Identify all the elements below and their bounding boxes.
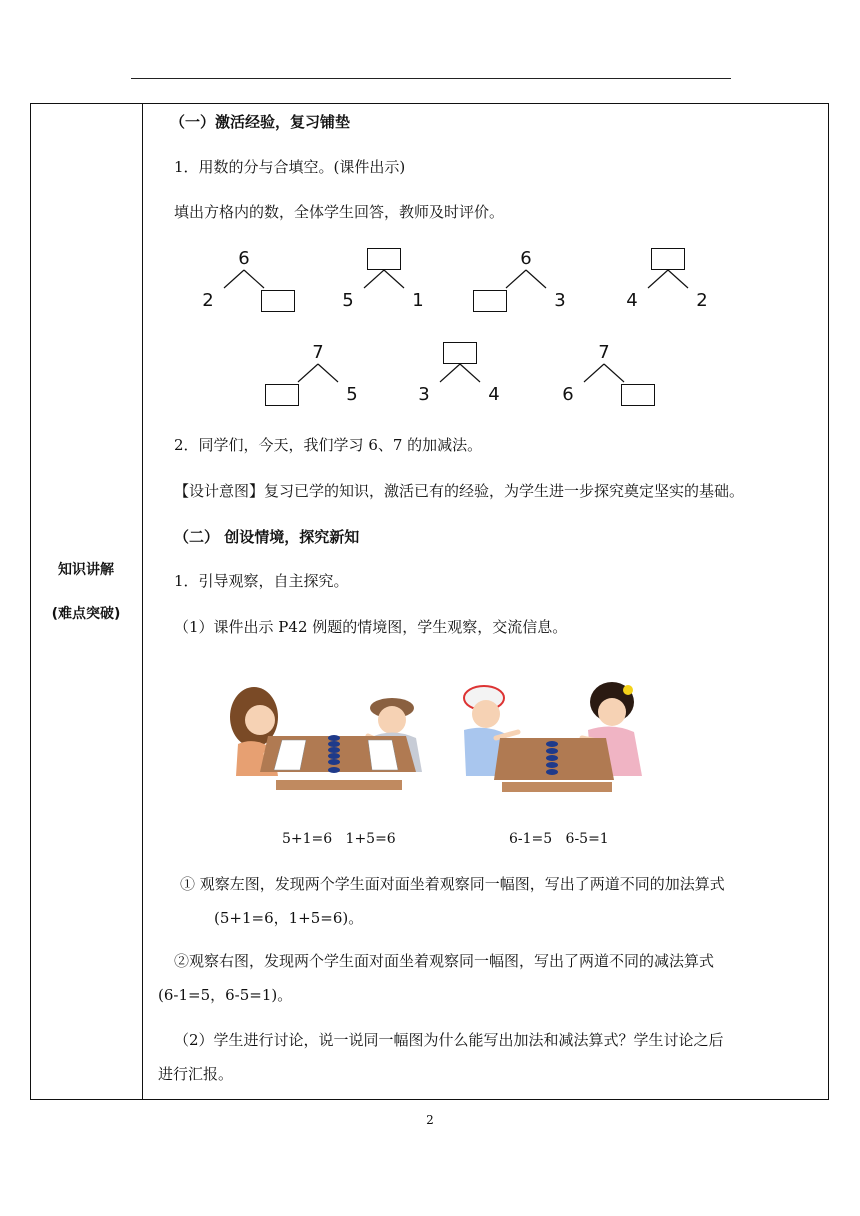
tree-part-left: 3 bbox=[418, 384, 430, 405]
page-number: 2 bbox=[426, 1113, 434, 1127]
tree-part-right: 1 bbox=[412, 290, 424, 311]
tree-total: 7 bbox=[598, 342, 610, 363]
item2-text: 2．同学们，今天，我们学习 6、7 的加减法。 bbox=[174, 436, 483, 454]
subtraction-equations: 6-1=5 6-5=1 bbox=[509, 831, 609, 847]
number-tree-3 bbox=[478, 248, 574, 312]
tree-total-blank-box[interactable] bbox=[443, 342, 477, 364]
number-tree-7 bbox=[556, 342, 652, 406]
column-divider bbox=[142, 103, 143, 1100]
tree-part-right-blank-box[interactable] bbox=[261, 290, 295, 312]
tree-part-right-blank-box[interactable] bbox=[621, 384, 655, 406]
header-rule bbox=[131, 78, 731, 79]
addition-equations: 5+1=6 1+5=6 bbox=[282, 831, 396, 847]
number-tree-5 bbox=[270, 342, 366, 406]
tree-total: 6 bbox=[238, 248, 250, 269]
observation2-line2: (6-1=5，6-5=1)。 bbox=[158, 986, 293, 1004]
tree-total: 7 bbox=[312, 342, 324, 363]
design-intent: 【设计意图】复习已学的知识，激活已有的经验，为学生进一步探究奠定坚实的基础。 bbox=[174, 482, 745, 500]
tree-part-left: 2 bbox=[202, 290, 214, 311]
number-tree-6 bbox=[412, 342, 508, 406]
observation2-line1: ②观察右图，发现两个学生面对面坐着观察同一幅图，写出了两道不同的减法算式 bbox=[174, 952, 715, 970]
row-label-main: 知识讲解 bbox=[58, 562, 114, 578]
tree-part-left-blank-box[interactable] bbox=[265, 384, 299, 406]
step2-line1: （2）学生进行讨论，说一说同一幅图为什么能写出加法和减法算式？学生讨论之后 bbox=[174, 1031, 724, 1049]
number-tree-4 bbox=[620, 248, 716, 312]
tree-part-right: 4 bbox=[488, 384, 500, 405]
step2-line2: 进行汇报。 bbox=[158, 1065, 234, 1083]
observation1-line1: ① 观察左图，发现两个学生面对面坐着观察同一幅图，写出了两道不同的加法算式 bbox=[180, 875, 725, 893]
tree-part-left: 4 bbox=[626, 290, 638, 311]
observation1-line2: (5+1=6，1+5=6)。 bbox=[214, 909, 364, 927]
item1-text: 1．用数的分与合填空。(课件出示) bbox=[174, 158, 406, 176]
tree-part-left: 5 bbox=[342, 290, 354, 311]
number-tree-1 bbox=[196, 248, 292, 312]
item1-description: 填出方格内的数，全体学生回答，教师及时评价。 bbox=[174, 203, 505, 221]
tree-part-right: 5 bbox=[346, 384, 358, 405]
number-tree-2 bbox=[336, 248, 432, 312]
section1-title: （一）激活经验，复习铺垫 bbox=[170, 113, 351, 131]
scene-illustration-left bbox=[216, 672, 442, 798]
tree-part-right: 2 bbox=[696, 290, 708, 311]
tree-total: 6 bbox=[520, 248, 532, 269]
tree-part-left: 6 bbox=[562, 384, 574, 405]
row-label-sub: (难点突破) bbox=[51, 606, 121, 622]
section2-title: （二） 创设情境，探究新知 bbox=[174, 528, 360, 546]
tree-part-left-blank-box[interactable] bbox=[473, 290, 507, 312]
tree-part-right: 3 bbox=[554, 290, 566, 311]
tree-total-blank-box[interactable] bbox=[367, 248, 401, 270]
step1-text: （1）课件出示 P42 例题的情境图，学生观察，交流信息。 bbox=[174, 618, 568, 636]
row-label bbox=[30, 560, 142, 648]
guide-text: 1．引导观察，自主探究。 bbox=[174, 572, 349, 590]
scene-illustration-right bbox=[456, 680, 656, 798]
tree-total-blank-box[interactable] bbox=[651, 248, 685, 270]
